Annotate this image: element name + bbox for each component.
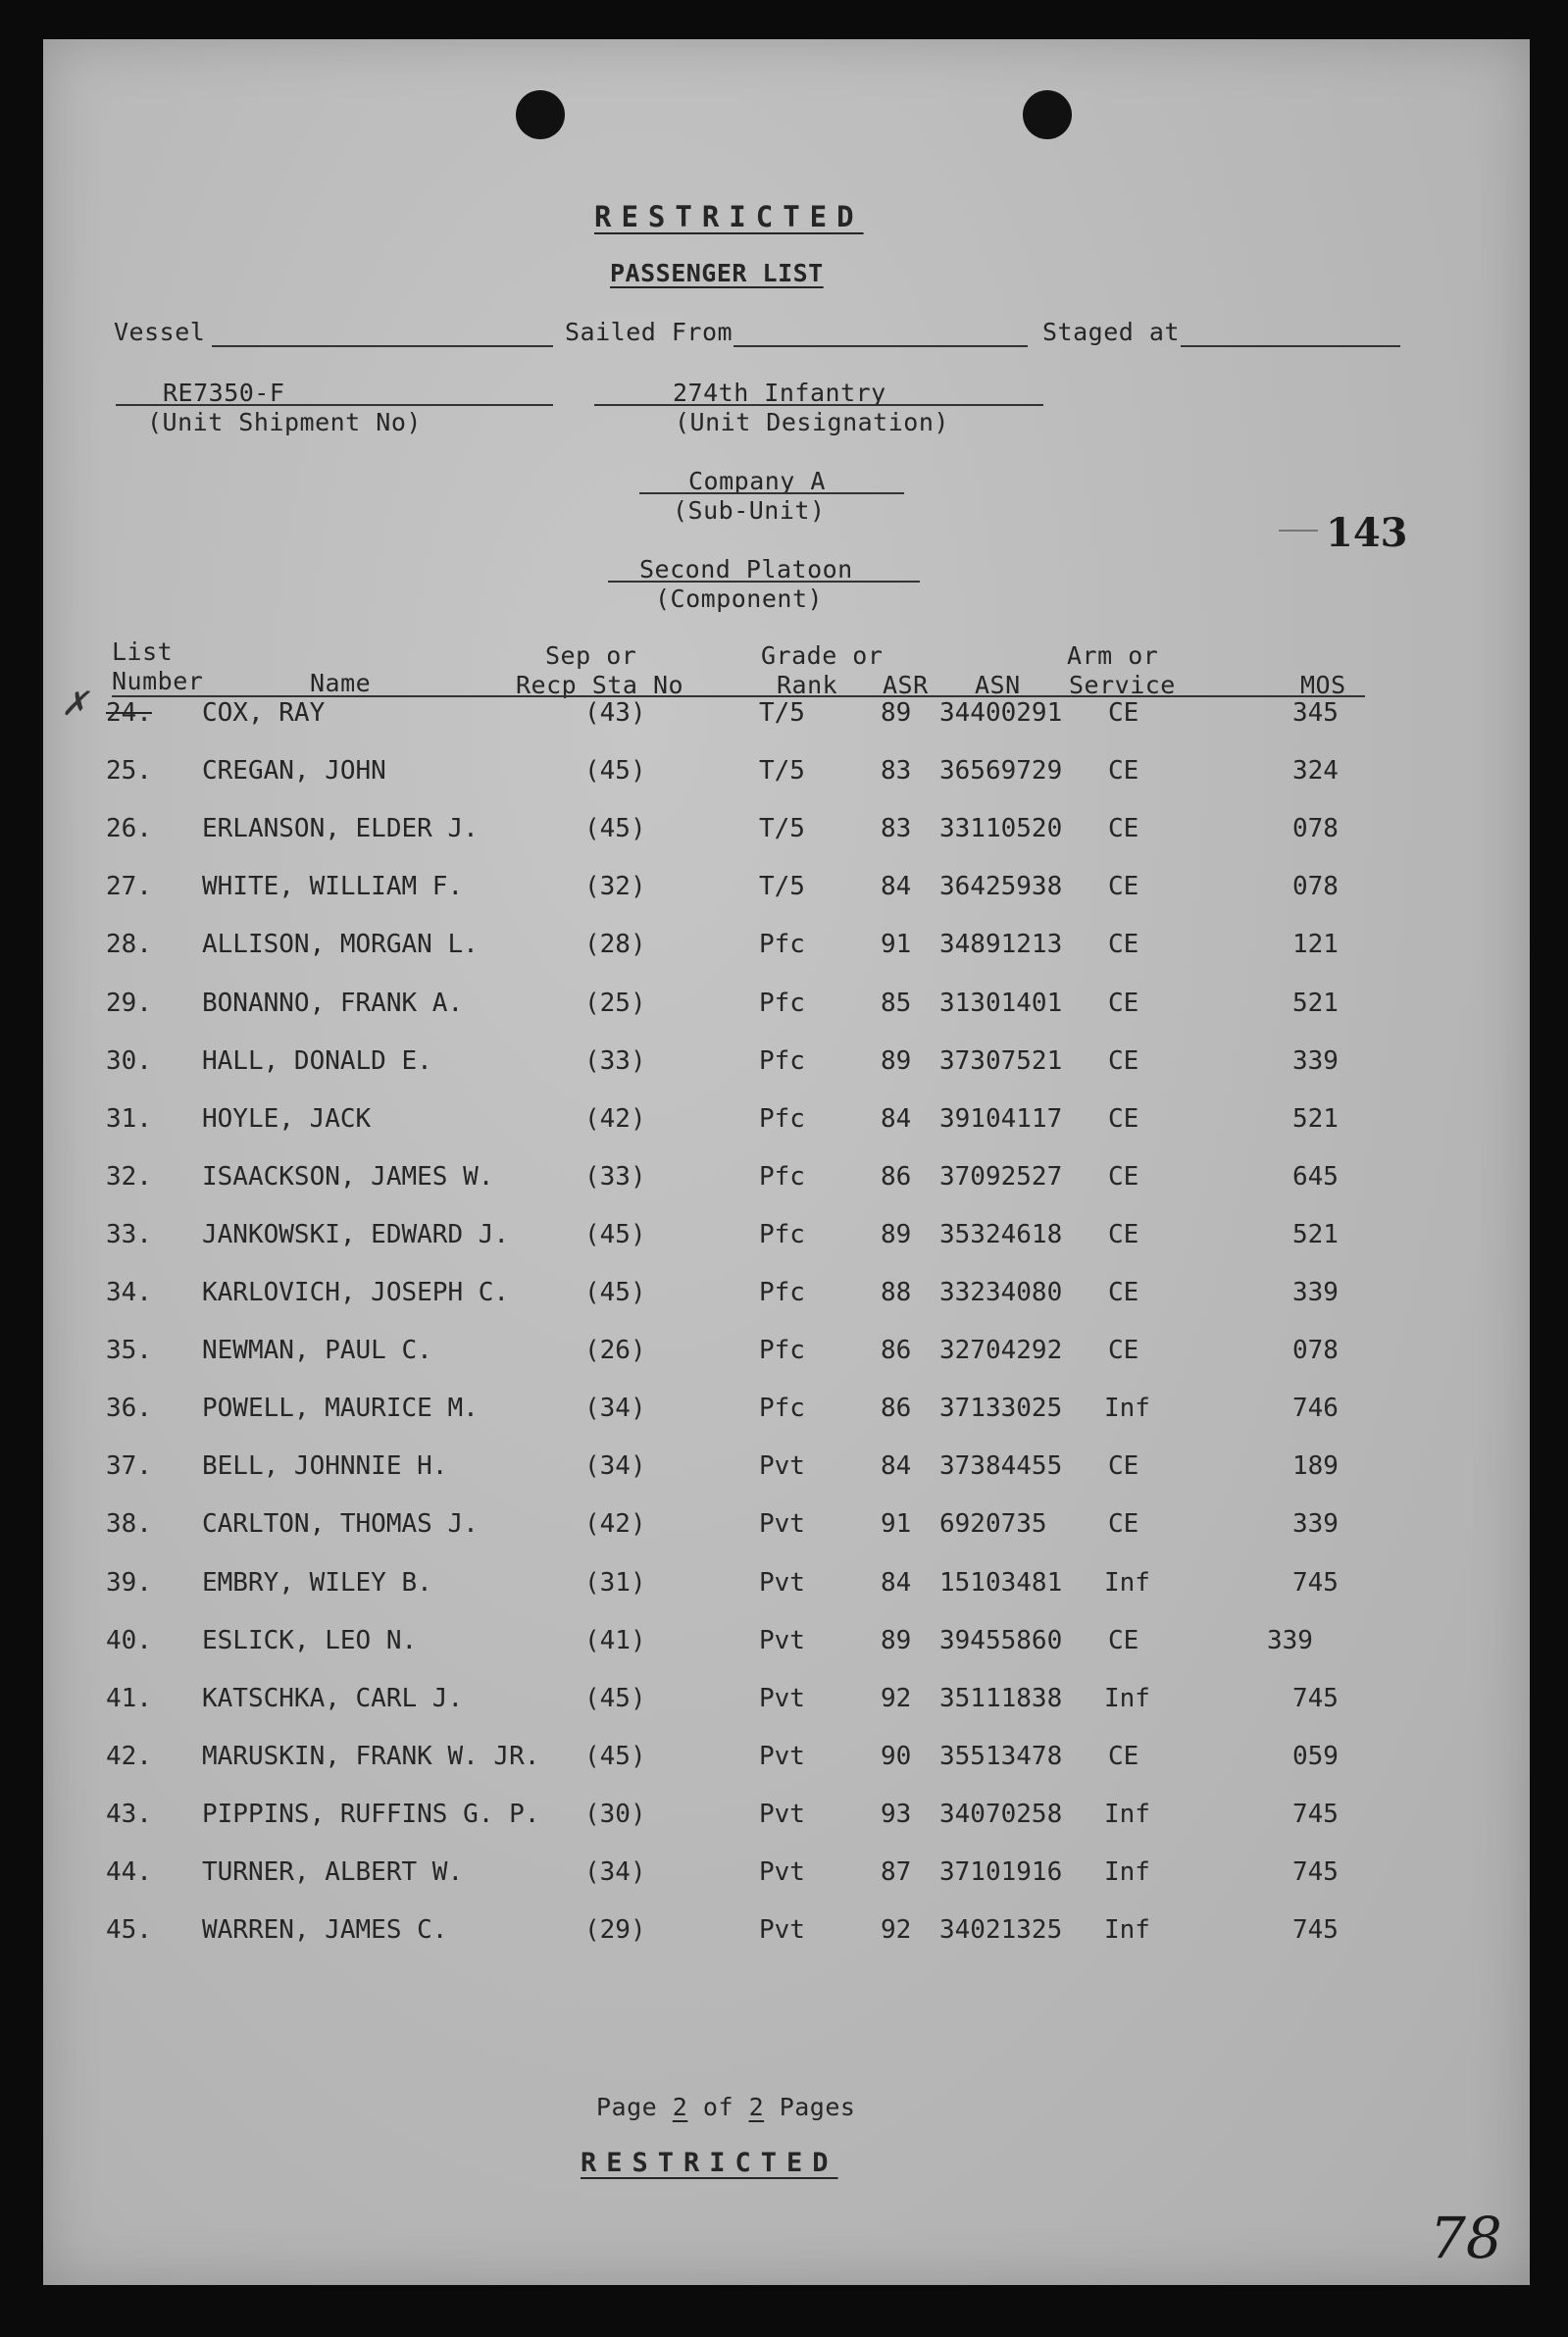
row-sep-station: (28) <box>584 930 646 959</box>
row-name: HALL, DONALD E. <box>202 1046 432 1076</box>
row-mos: 745 <box>1292 1684 1339 1713</box>
row-name: ERLANSON, ELDER J. <box>202 814 479 843</box>
row-sep-station: (45) <box>584 814 646 843</box>
row-asn: 35111838 <box>939 1684 1063 1713</box>
row-asn: 35513478 <box>939 1742 1063 1771</box>
row-asr: 83 <box>881 756 912 786</box>
sub-unit-caption: (Sub-Unit) <box>673 496 826 525</box>
sailed-from-field-line <box>733 345 1028 347</box>
row-sep-station: (32) <box>584 872 646 901</box>
row-mos: 121 <box>1292 930 1339 959</box>
unit-designation-line <box>594 404 1043 406</box>
handwritten-sheet-number: 78 <box>1430 2205 1502 2271</box>
row-sep-station: (42) <box>584 1509 646 1539</box>
row-mos: 339 <box>1292 1278 1339 1307</box>
row-grade: Pfc <box>759 930 805 959</box>
row-name: ISAACKSON, JAMES W. <box>202 1162 494 1192</box>
row-asn: 39104117 <box>939 1104 1063 1134</box>
row-asr: 84 <box>881 1568 912 1598</box>
row-list-number: 38. <box>106 1509 152 1539</box>
row-asr: 86 <box>881 1162 912 1192</box>
row-grade: T/5 <box>759 756 805 786</box>
row-mos: 339 <box>1292 1046 1339 1076</box>
row-asr: 84 <box>881 1451 912 1481</box>
row-grade: Pfc <box>759 1104 805 1134</box>
row-sep-station: (29) <box>584 1915 646 1945</box>
unit-designation-caption: (Unit Designation) <box>675 408 949 436</box>
row-asn: 37384455 <box>939 1451 1063 1481</box>
row-asr: 90 <box>881 1742 912 1771</box>
row-mos: 745 <box>1292 1568 1339 1598</box>
row-arm-service: CE <box>1108 1626 1139 1655</box>
row-list-number: 34. <box>106 1278 152 1307</box>
row-arm-service: CE <box>1108 872 1139 901</box>
row-asn: 31301401 <box>939 989 1063 1018</box>
row-name: ESLICK, LEO N. <box>202 1626 418 1655</box>
row-grade: Pvt <box>759 1742 805 1771</box>
row-mos: 745 <box>1292 1857 1339 1887</box>
row-grade: Pvt <box>759 1684 805 1713</box>
row-list-number: 41. <box>106 1684 152 1713</box>
row-asn: 36425938 <box>939 872 1063 901</box>
unit-designation: 274th Infantry <box>673 379 886 407</box>
handwritten-check-mark: ✗ <box>61 685 89 724</box>
row-asn: 34400291 <box>939 698 1063 728</box>
row-mos: 745 <box>1292 1915 1339 1945</box>
col-list-bottom: Number <box>112 667 204 695</box>
row-asr: 89 <box>881 1220 912 1249</box>
row-name: ALLISON, MORGAN L. <box>202 930 479 959</box>
component-caption: (Component) <box>655 584 824 613</box>
row-grade: Pvt <box>759 1800 805 1829</box>
row-asn: 37092527 <box>939 1162 1063 1192</box>
row-mos: 746 <box>1292 1394 1339 1423</box>
row-grade: Pfc <box>759 1220 805 1249</box>
row-arm-service: CE <box>1108 1220 1139 1249</box>
row-asr: 88 <box>881 1278 912 1307</box>
row-sep-station: (34) <box>584 1451 646 1481</box>
col-arm-top: Arm or <box>1067 641 1159 670</box>
row-sep-station: (34) <box>584 1394 646 1423</box>
row-arm-service: CE <box>1108 989 1139 1018</box>
row-asr: 84 <box>881 872 912 901</box>
row-list-number: 29. <box>106 989 152 1018</box>
row-sep-station: (45) <box>584 1220 646 1249</box>
col-arm-bottom: Service <box>1069 671 1176 699</box>
row-grade: Pfc <box>759 1394 805 1423</box>
row-list-number: 25. <box>106 756 152 786</box>
row-arm-service: CE <box>1108 814 1139 843</box>
of-word: of <box>702 2093 734 2121</box>
row-mos: 059 <box>1292 1742 1339 1771</box>
row-list-number: 28. <box>106 930 152 959</box>
row-list-number: 39. <box>106 1568 152 1598</box>
row-mos: 078 <box>1292 814 1339 843</box>
row-name: POWELL, MAURICE M. <box>202 1394 479 1423</box>
row-asr: 86 <box>881 1394 912 1423</box>
row-asr: 85 <box>881 989 912 1018</box>
staged-at-field-line <box>1181 345 1400 347</box>
row-name: PIPPINS, RUFFINS G. P. <box>202 1800 540 1829</box>
row-list-number: 43. <box>106 1800 152 1829</box>
row-mos: 521 <box>1292 989 1339 1018</box>
col-sep-top: Sep or <box>545 641 637 670</box>
page-current: 2 <box>672 2093 688 2121</box>
row-list-number: 31. <box>106 1104 152 1134</box>
col-name: Name <box>310 669 372 697</box>
row-grade: Pvt <box>759 1568 805 1598</box>
row-arm-service: CE <box>1108 1451 1139 1481</box>
restricted-title: RESTRICTED <box>594 200 864 233</box>
vessel-field-line <box>212 345 553 347</box>
row-arm-service: CE <box>1108 1046 1139 1076</box>
row-asr: 83 <box>881 814 912 843</box>
row-sep-station: (41) <box>584 1626 646 1655</box>
row-sep-station: (43) <box>584 698 646 728</box>
vessel-label: Vessel <box>114 318 206 346</box>
row-list-number: 36. <box>106 1394 152 1423</box>
row-asn: 34070258 <box>939 1800 1063 1829</box>
row-mos: 645 <box>1292 1162 1339 1192</box>
row-asn: 35324618 <box>939 1220 1063 1249</box>
stamp-dash <box>1279 530 1318 532</box>
row-arm-service: CE <box>1108 930 1139 959</box>
col-asr: ASR <box>883 671 929 699</box>
row-list-number: 45. <box>106 1915 152 1945</box>
row-sep-station: (45) <box>584 1278 646 1307</box>
row-arm-service: CE <box>1108 1336 1139 1365</box>
page-count <box>596 2093 855 2121</box>
row-arm-service: Inf <box>1104 1915 1150 1945</box>
row-asn: 32704292 <box>939 1336 1063 1365</box>
row-asr: 91 <box>881 930 912 959</box>
row-asr: 87 <box>881 1857 912 1887</box>
punch-hole-right <box>1023 90 1072 139</box>
row-asn: 33110520 <box>939 814 1063 843</box>
row-mos: 078 <box>1292 872 1339 901</box>
row-asr: 84 <box>881 1104 912 1134</box>
row-name: BONANNO, FRANK A. <box>202 989 464 1018</box>
row-asn: 15103481 <box>939 1568 1063 1598</box>
row-arm-service: Inf <box>1104 1857 1150 1887</box>
row-asr: 89 <box>881 1046 912 1076</box>
row-arm-service: Inf <box>1104 1684 1150 1713</box>
row-list-number: 35. <box>106 1336 152 1365</box>
row-name: NEWMAN, PAUL C. <box>202 1336 432 1365</box>
row-list-number: 24. <box>106 698 152 728</box>
row-grade: Pfc <box>759 1162 805 1192</box>
row-name: COX, RAY <box>202 698 326 728</box>
page-word: Page <box>596 2093 658 2121</box>
row-asr: 89 <box>881 698 912 728</box>
row-grade: Pvt <box>759 1915 805 1945</box>
row-list-number: 27. <box>106 872 152 901</box>
row-grade: Pvt <box>759 1626 805 1655</box>
row-name: WHITE, WILLIAM F. <box>202 872 464 901</box>
row-sep-station: (31) <box>584 1568 646 1598</box>
row-grade: Pvt <box>759 1509 805 1539</box>
sailed-from-label: Sailed From <box>565 318 733 346</box>
row-list-number: 44. <box>106 1857 152 1887</box>
row-mos: 324 <box>1292 756 1339 786</box>
row-asn: 34891213 <box>939 930 1063 959</box>
row-asr: 92 <box>881 1684 912 1713</box>
row-mos: 345 <box>1292 698 1339 728</box>
col-mos: MOS <box>1300 671 1346 699</box>
row-mos: 339 <box>1292 1509 1339 1539</box>
row-list-number: 26. <box>106 814 152 843</box>
page-stamp-number: 143 <box>1326 510 1408 556</box>
row-arm-service: CE <box>1108 1742 1139 1771</box>
row-asn: 33234080 <box>939 1278 1063 1307</box>
row-sep-station: (42) <box>584 1104 646 1134</box>
col-grade-top: Grade or <box>761 641 884 670</box>
row-name: MARUSKIN, FRANK W. JR. <box>202 1742 540 1771</box>
row-name: EMBRY, WILEY B. <box>202 1568 432 1598</box>
row-arm-service: CE <box>1108 698 1139 728</box>
row-mos: 339 <box>1267 1626 1313 1655</box>
row-sep-station: (25) <box>584 989 646 1018</box>
row-asn: 37307521 <box>939 1046 1063 1076</box>
row-arm-service: CE <box>1108 1509 1139 1539</box>
row-mos: 521 <box>1292 1220 1339 1249</box>
row-arm-service: CE <box>1108 1278 1139 1307</box>
passenger-list-heading: PASSENGER LIST <box>610 259 824 287</box>
component-line <box>608 581 920 583</box>
row-asr: 89 <box>881 1626 912 1655</box>
row-list-number: 33. <box>106 1220 152 1249</box>
row-grade: T/5 <box>759 872 805 901</box>
col-grade-bottom: Rank <box>777 671 838 699</box>
row-sep-station: (26) <box>584 1336 646 1365</box>
row-list-number: 32. <box>106 1162 152 1192</box>
col-sep-bottom: Recp Sta No <box>516 671 684 699</box>
row-arm-service: CE <box>1108 1162 1139 1192</box>
row-mos: 189 <box>1292 1451 1339 1481</box>
row-name: TURNER, ALBERT W. <box>202 1857 464 1887</box>
row-name: JANKOWSKI, EDWARD J. <box>202 1220 510 1249</box>
row-asr: 91 <box>881 1509 912 1539</box>
row-grade: Pfc <box>759 1278 805 1307</box>
row-asn: 37133025 <box>939 1394 1063 1423</box>
row-asn: 6920735 <box>939 1509 1047 1539</box>
row-name: WARREN, JAMES C. <box>202 1915 448 1945</box>
row-sep-station: (34) <box>584 1857 646 1887</box>
row-sep-station: (45) <box>584 756 646 786</box>
row-mos: 745 <box>1292 1800 1339 1829</box>
component: Second Platoon <box>639 555 853 584</box>
row-asn: 37101916 <box>939 1857 1063 1887</box>
row-sep-station: (30) <box>584 1800 646 1829</box>
row-arm-service: Inf <box>1104 1568 1150 1598</box>
row-grade: T/5 <box>759 814 805 843</box>
punch-hole-left <box>516 90 565 139</box>
row-list-number: 40. <box>106 1626 152 1655</box>
row-grade: Pvt <box>759 1857 805 1887</box>
staged-at-label: Staged at <box>1042 318 1180 346</box>
shipment-line <box>116 404 553 406</box>
row-name: HOYLE, JACK <box>202 1104 372 1134</box>
row-sep-station: (33) <box>584 1162 646 1192</box>
row-arm-service: Inf <box>1104 1800 1150 1829</box>
unit-shipment-caption: (Unit Shipment No) <box>147 408 422 436</box>
row-name: CARLTON, THOMAS J. <box>202 1509 479 1539</box>
row-name: KARLOVICH, JOSEPH C. <box>202 1278 510 1307</box>
pages-word: Pages <box>779 2093 856 2121</box>
row-grade: Pfc <box>759 1336 805 1365</box>
row-asr: 93 <box>881 1800 912 1829</box>
row-name: BELL, JOHNNIE H. <box>202 1451 448 1481</box>
header-rule <box>112 695 1365 697</box>
row-asn: 39455860 <box>939 1626 1063 1655</box>
page-total: 2 <box>748 2093 765 2121</box>
col-list-top: List <box>112 637 174 666</box>
col-asn: ASN <box>975 671 1021 699</box>
row-sep-station: (33) <box>584 1046 646 1076</box>
row-mos: 521 <box>1292 1104 1339 1134</box>
row-grade: Pvt <box>759 1451 805 1481</box>
row-sep-station: (45) <box>584 1742 646 1771</box>
sub-unit: Company A <box>688 467 826 495</box>
row-list-number: 37. <box>106 1451 152 1481</box>
row-arm-service: CE <box>1108 1104 1139 1134</box>
row-asr: 92 <box>881 1915 912 1945</box>
restricted-footer: RESTRICTED <box>581 2148 838 2178</box>
row-grade: Pfc <box>759 989 805 1018</box>
row-mos: 078 <box>1292 1336 1339 1365</box>
row-asn: 36569729 <box>939 756 1063 786</box>
sub-unit-line <box>639 492 904 494</box>
row-arm-service: CE <box>1108 756 1139 786</box>
unit-shipment-no: RE7350-F <box>163 379 285 407</box>
row-asr: 86 <box>881 1336 912 1365</box>
row-name: KATSCHKA, CARL J. <box>202 1684 464 1713</box>
row-list-number: 42. <box>106 1742 152 1771</box>
row-grade: T/5 <box>759 698 805 728</box>
row-sep-station: (45) <box>584 1684 646 1713</box>
row-arm-service: Inf <box>1104 1394 1150 1423</box>
row-grade: Pfc <box>759 1046 805 1076</box>
row-list-number: 30. <box>106 1046 152 1076</box>
row-asn: 34021325 <box>939 1915 1063 1945</box>
row-name: CREGAN, JOHN <box>202 756 386 786</box>
